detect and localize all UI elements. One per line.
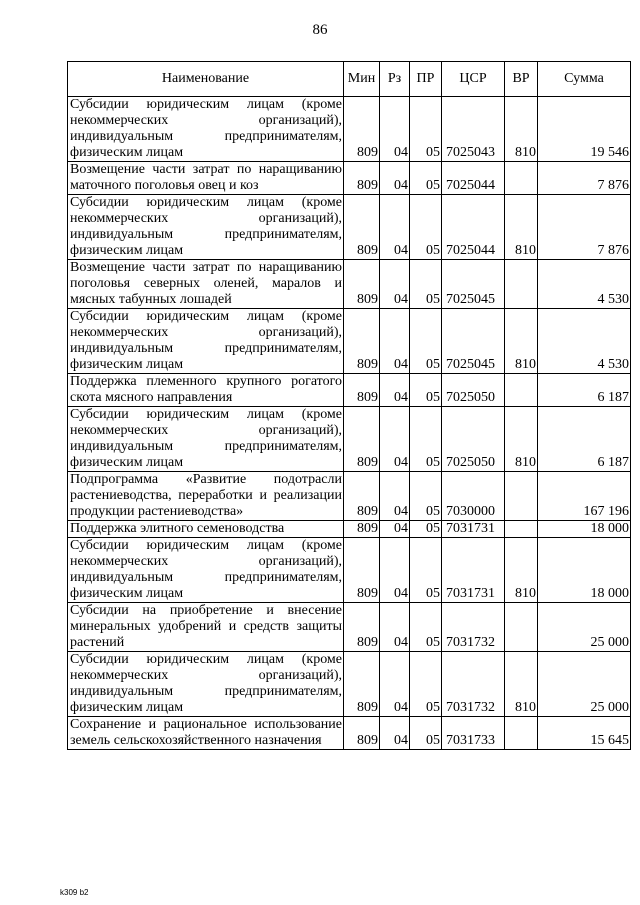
- cell-name: Поддержка элитного семеноводства: [68, 521, 344, 538]
- cell-pr: 05: [410, 521, 442, 538]
- cell-csr: 7031732: [442, 603, 505, 652]
- cell-min: 809: [344, 472, 380, 521]
- cell-rz: 04: [380, 407, 410, 472]
- cell-vr: [505, 521, 538, 538]
- cell-csr: 7031732: [442, 652, 505, 717]
- header-csr: ЦСР: [442, 62, 505, 97]
- cell-vr: [505, 603, 538, 652]
- cell-csr: 7025050: [442, 407, 505, 472]
- header-sum: Сумма: [538, 62, 631, 97]
- cell-name: Субсидии юридическим лицам (кроме некоммерческих организаций), индивидуальным предпринимателям, физическим лицам: [68, 652, 344, 717]
- cell-vr: 810: [505, 309, 538, 374]
- budget-table: [67, 61, 631, 750]
- cell-pr: 05: [410, 162, 442, 195]
- table-row: [68, 717, 631, 750]
- cell-min: 809: [344, 374, 380, 407]
- table-row: [68, 652, 631, 717]
- cell-name: Субсидии юридическим лицам (кроме некоммерческих организаций), индивидуальным предпринимателям, физическим лицам: [68, 195, 344, 260]
- cell-vr: 810: [505, 538, 538, 603]
- cell-rz: 04: [380, 472, 410, 521]
- page-number: 86: [312, 22, 328, 38]
- cell-vr: 810: [505, 195, 538, 260]
- cell-csr: 7031731: [442, 521, 505, 538]
- cell-name: Подпрограмма «Развитие подотрасли растениеводства, переработки и реализации продукции растениеводства»: [68, 472, 344, 521]
- cell-min: 809: [344, 195, 380, 260]
- cell-pr: 05: [410, 407, 442, 472]
- cell-name: Сохранение и рациональное использование земель сельскохозяйственного назначения: [68, 717, 344, 750]
- table-row: [68, 260, 631, 309]
- cell-pr: 05: [410, 97, 442, 162]
- table-header-row: [68, 62, 631, 97]
- footer-code: k309 b2: [60, 888, 89, 897]
- cell-min: 809: [344, 652, 380, 717]
- cell-csr: 7025043: [442, 97, 505, 162]
- cell-pr: 05: [410, 309, 442, 374]
- cell-sum: 25 000: [538, 603, 631, 652]
- header-rz: Рз: [380, 62, 410, 97]
- cell-vr: [505, 472, 538, 521]
- cell-rz: 04: [380, 309, 410, 374]
- cell-pr: 05: [410, 717, 442, 750]
- cell-sum: 167 196: [538, 472, 631, 521]
- cell-min: 809: [344, 603, 380, 652]
- cell-pr: 05: [410, 195, 442, 260]
- cell-csr: 7031731: [442, 538, 505, 603]
- cell-csr: 7025045: [442, 260, 505, 309]
- cell-rz: 04: [380, 717, 410, 750]
- table-row: [68, 97, 631, 162]
- cell-name: Возмещение части затрат по наращиванию маточного поголовья овец и коз: [68, 162, 344, 195]
- cell-pr: 05: [410, 652, 442, 717]
- cell-rz: 04: [380, 521, 410, 538]
- cell-sum: 4 530: [538, 309, 631, 374]
- cell-min: 809: [344, 407, 380, 472]
- cell-sum: 7 876: [538, 195, 631, 260]
- cell-sum: 6 187: [538, 374, 631, 407]
- cell-rz: 04: [380, 97, 410, 162]
- cell-min: 809: [344, 538, 380, 603]
- cell-csr: 7025044: [442, 195, 505, 260]
- cell-csr: 7025044: [442, 162, 505, 195]
- cell-sum: 18 000: [538, 521, 631, 538]
- cell-rz: 04: [380, 374, 410, 407]
- cell-rz: 04: [380, 260, 410, 309]
- cell-csr: 7025050: [442, 374, 505, 407]
- cell-pr: 05: [410, 538, 442, 603]
- cell-name: Субсидии юридическим лицам (кроме некоммерческих организаций), индивидуальным предпринимателям, физическим лицам: [68, 407, 344, 472]
- table-row: [68, 472, 631, 521]
- cell-name: Субсидии юридическим лицам (кроме некоммерческих организаций), индивидуальным предпринимателям, физическим лицам: [68, 538, 344, 603]
- cell-sum: 18 000: [538, 538, 631, 603]
- cell-rz: 04: [380, 603, 410, 652]
- cell-rz: 04: [380, 162, 410, 195]
- header-name: Наименование: [68, 62, 344, 97]
- cell-rz: 04: [380, 538, 410, 603]
- table-row: [68, 374, 631, 407]
- cell-min: 809: [344, 309, 380, 374]
- cell-name: Субсидии юридическим лицам (кроме некоммерческих организаций), индивидуальным предпринимателям, физическим лицам: [68, 309, 344, 374]
- cell-vr: [505, 162, 538, 195]
- cell-csr: 7025045: [442, 309, 505, 374]
- cell-name: Субсидии юридическим лицам (кроме некоммерческих организаций), индивидуальным предпринимателям, физическим лицам: [68, 97, 344, 162]
- cell-name: Поддержка племенного крупного рогатого скота мясного направления: [68, 374, 344, 407]
- table-row: [68, 603, 631, 652]
- cell-sum: 4 530: [538, 260, 631, 309]
- cell-vr: 810: [505, 652, 538, 717]
- header-pr: ПР: [410, 62, 442, 97]
- cell-min: 809: [344, 162, 380, 195]
- cell-vr: 810: [505, 97, 538, 162]
- cell-min: 809: [344, 717, 380, 750]
- cell-sum: 7 876: [538, 162, 631, 195]
- cell-name: Субсидии на приобретение и внесение минеральных удобрений и средств защиты растений: [68, 603, 344, 652]
- header-vr: ВР: [505, 62, 538, 97]
- cell-vr: [505, 717, 538, 750]
- cell-name: Возмещение части затрат по наращиванию поголовья северных оленей, маралов и мясных табунных лошадей: [68, 260, 344, 309]
- table-row: [68, 162, 631, 195]
- cell-pr: 05: [410, 374, 442, 407]
- table-row: [68, 538, 631, 603]
- table-row: [68, 521, 631, 538]
- cell-min: 809: [344, 260, 380, 309]
- cell-vr: 810: [505, 407, 538, 472]
- cell-min: 809: [344, 521, 380, 538]
- cell-vr: [505, 374, 538, 407]
- cell-pr: 05: [410, 472, 442, 521]
- header-min: Мин: [344, 62, 380, 97]
- table-row: [68, 309, 631, 374]
- cell-sum: 15 645: [538, 717, 631, 750]
- cell-csr: 7031733: [442, 717, 505, 750]
- cell-sum: 19 546: [538, 97, 631, 162]
- table-row: [68, 195, 631, 260]
- table-body: [68, 97, 631, 750]
- cell-csr: 7030000: [442, 472, 505, 521]
- cell-vr: [505, 260, 538, 309]
- table-row: [68, 407, 631, 472]
- cell-sum: 25 000: [538, 652, 631, 717]
- cell-min: 809: [344, 97, 380, 162]
- cell-pr: 05: [410, 260, 442, 309]
- cell-rz: 04: [380, 652, 410, 717]
- cell-sum: 6 187: [538, 407, 631, 472]
- cell-pr: 05: [410, 603, 442, 652]
- cell-rz: 04: [380, 195, 410, 260]
